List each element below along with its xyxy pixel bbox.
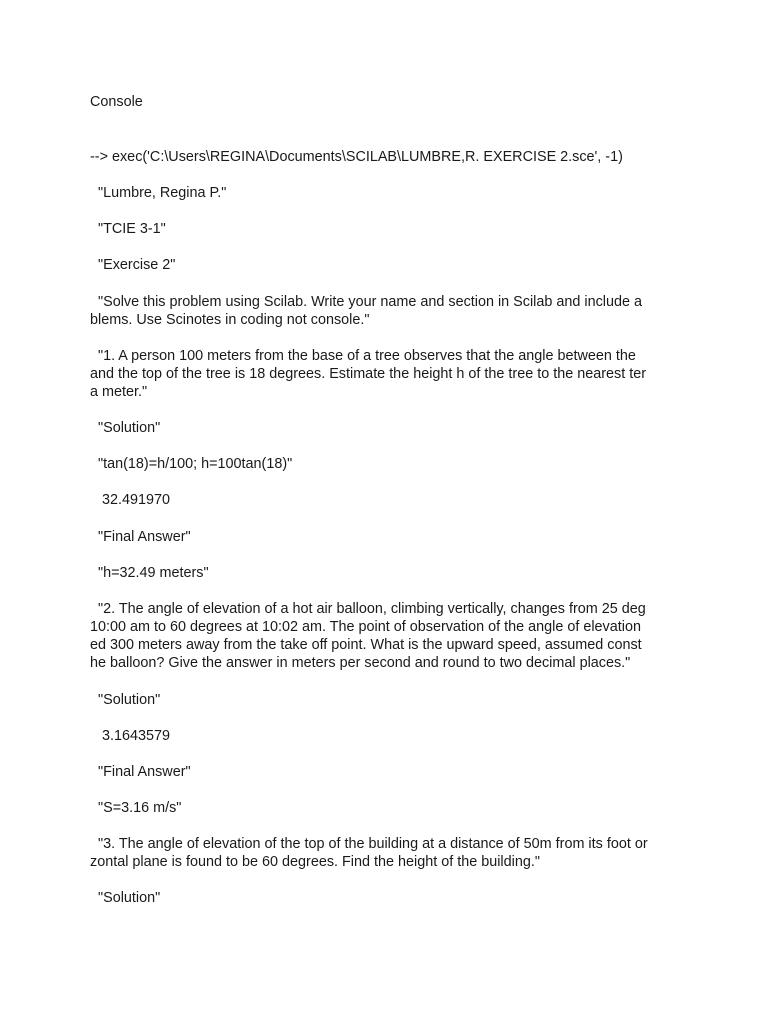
- console-line: 10:00 am to 60 degrees at 10:02 am. The point of observation of the angle of elevation: [90, 619, 641, 635]
- console-line: "Solution": [90, 890, 161, 906]
- console-line: ed 300 meters away from the take off point. What is the upward speed, assumed const: [90, 637, 642, 653]
- console-line: "S=3.16 m/s": [90, 800, 182, 816]
- console-line: he balloon? Give the answer in meters per second and round to two decimal places.": [90, 655, 631, 671]
- console-line: "2. The angle of elevation of a hot air balloon, climbing vertically, changes from 25 deg: [90, 601, 646, 617]
- console-line: "Solution": [90, 420, 161, 436]
- console-line: a meter.": [90, 384, 148, 400]
- console-line: "Solution": [90, 692, 161, 708]
- console-line: blems. Use Scinotes in coding not console.": [90, 312, 370, 328]
- console-line: "1. A person 100 meters from the base of a tree observes that the angle between the: [90, 348, 636, 364]
- console-line: "TCIE 3-1": [90, 221, 166, 237]
- console-line: "3. The angle of elevation of the top of the building at a distance of 50m from its foot or: [90, 836, 648, 852]
- console-line: "Lumbre, Regina P.": [90, 185, 227, 201]
- console-line: "tan(18)=h/100; h=100tan(18)": [90, 456, 293, 472]
- console-line: "Solve this problem using Scilab. Write your name and section in Scilab and include a: [90, 294, 642, 310]
- console-line: "Final Answer": [90, 529, 191, 545]
- console-line: --> exec('C:\Users\REGINA\Documents\SCILAB\LUMBRE,R. EXERCISE 2.sce', -1): [90, 149, 623, 165]
- console-title: Console: [90, 94, 143, 110]
- console-line: "h=32.49 meters": [90, 565, 209, 581]
- console-line: "Final Answer": [90, 764, 191, 780]
- console-line: zontal plane is found to be 60 degrees. Find the height of the building.": [90, 854, 540, 870]
- console-line: and the top of the tree is 18 degrees. Estimate the height h of the tree to the nearest ter: [90, 366, 646, 382]
- console-line: "Exercise 2": [90, 257, 176, 273]
- console-line: 32.491970: [90, 492, 171, 508]
- console-line: 3.1643579: [90, 728, 171, 744]
